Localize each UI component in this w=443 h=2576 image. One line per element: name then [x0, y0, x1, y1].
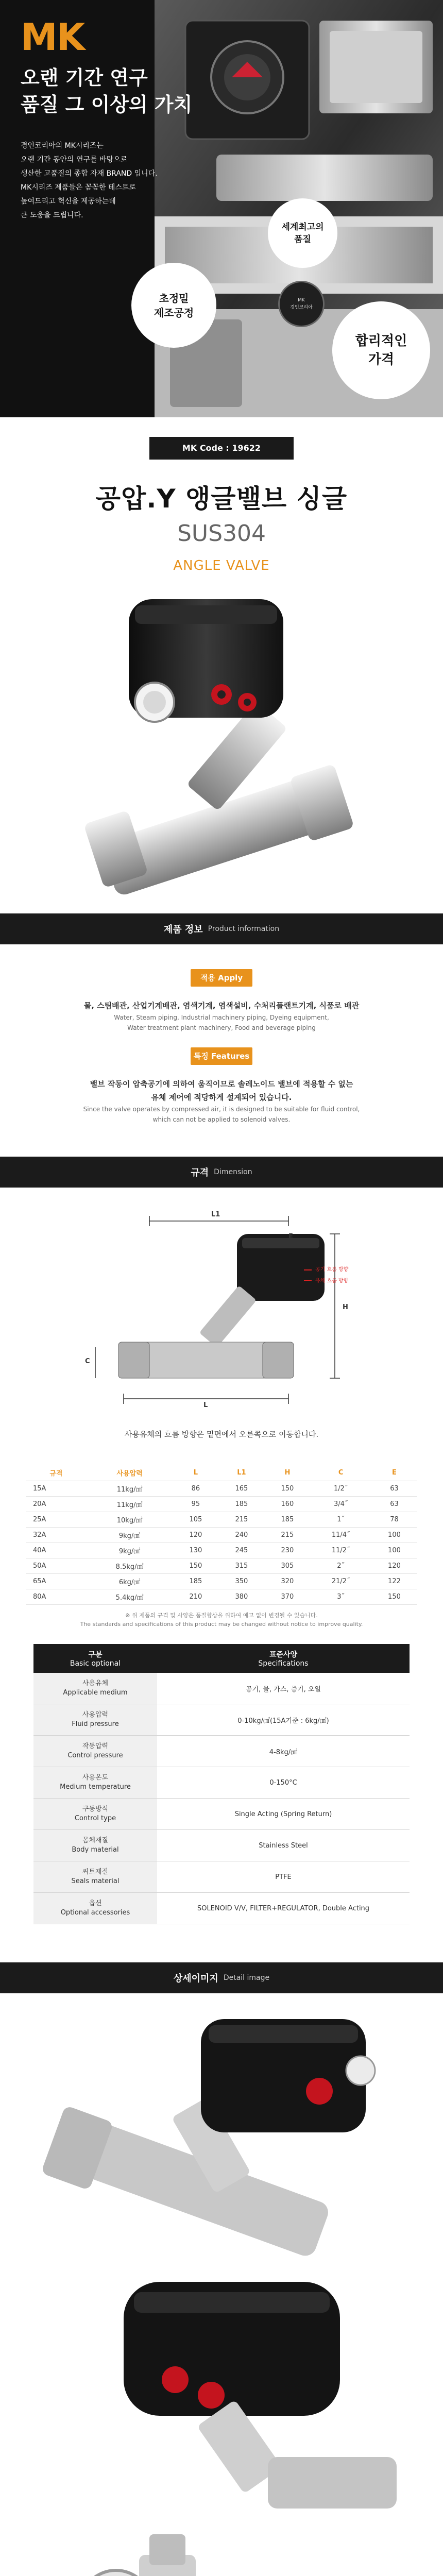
table-row — [26, 1574, 417, 1589]
hero-tagline-1: 오랜 기간 연구 — [21, 66, 148, 89]
section-title: 상세이미지 — [173, 1973, 218, 1984]
table-cell: 240 — [218, 1528, 264, 1543]
table-cell: 3/4˝ — [310, 1497, 371, 1512]
table-cell: 9kg/㎠ — [87, 1543, 173, 1558]
dim-label-E: E — [288, 1233, 293, 1241]
table-cell: 3˝ — [310, 1589, 371, 1605]
section-header-dimension — [0, 1157, 443, 1188]
table-cell: 245 — [218, 1543, 264, 1558]
option-label — [33, 1767, 157, 1799]
features-text-ko-2: 유체 제어에 적당하게 설계되어 있습니다. — [151, 1093, 292, 1102]
option-label-en: Applicable medium — [63, 1689, 128, 1697]
table-row — [26, 1512, 417, 1528]
quality-seal — [278, 281, 325, 327]
dimension-drawing — [0, 1188, 443, 1455]
section-title: 제품 정보 — [163, 924, 203, 935]
features-label: 특징 Features — [191, 1047, 252, 1065]
table-cell: 160 — [264, 1497, 310, 1512]
dimension-diagram — [0, 1188, 443, 1414]
table-cell: 100 — [371, 1528, 417, 1543]
table-cell: 350 — [218, 1574, 264, 1589]
table-cell: 40A — [26, 1543, 87, 1558]
product-main-image — [0, 573, 443, 913]
badge-text: 품질 — [294, 234, 311, 245]
table-cell: 100 — [371, 1543, 417, 1558]
fluid-flow-callout: 유체 흐름 방향 — [315, 1278, 349, 1284]
option-label — [33, 1736, 157, 1767]
option-label — [33, 1893, 157, 1924]
options-row — [33, 1893, 410, 1924]
table-row — [26, 1589, 417, 1605]
table-cell: 1˝ — [310, 1512, 371, 1528]
table-cell: 122 — [371, 1574, 417, 1589]
table-cell: 5.4kg/㎠ — [87, 1589, 173, 1605]
detail-image-3 — [0, 2519, 443, 2576]
dim-label-L: L — [203, 1401, 208, 1409]
hero-desc-line: 오랜 기간 동안의 연구를 바탕으로 — [21, 156, 128, 164]
badge-reasonable-price — [332, 301, 430, 399]
header-text: 표준사양 — [269, 1651, 298, 1659]
badge-text: 가격 — [368, 352, 395, 367]
table-note — [0, 1611, 443, 1629]
product-subtitle-en: ANGLE VALVE — [173, 558, 270, 573]
option-value: 4-8kg/㎠ — [157, 1736, 410, 1767]
product-title: 공압.Y 앵글밸브 싱글 — [95, 484, 348, 514]
options-row — [33, 1830, 410, 1861]
brand-logo: MK — [21, 15, 84, 59]
table-cell: 380 — [218, 1589, 264, 1605]
option-label-en: Medium temperature — [60, 1783, 131, 1791]
valve-side-view — [0, 1993, 443, 2272]
apply-text-en-1: Water, Steam piping, Industrial machinery piping, Dyeing equipment, — [114, 1014, 329, 1021]
table-cell: 9kg/㎠ — [87, 1528, 173, 1543]
table-cell: 32A — [26, 1528, 87, 1543]
options-header-right — [157, 1644, 410, 1673]
table-cell: 185 — [173, 1574, 218, 1589]
options-row — [33, 1799, 410, 1830]
section-header-detail — [0, 1962, 443, 1993]
option-label — [33, 1704, 157, 1736]
header-text: 구분 — [88, 1651, 103, 1659]
table-cell: 6kg/㎠ — [87, 1574, 173, 1589]
badge-precision-process — [131, 263, 216, 348]
seal-text: MK — [298, 298, 305, 303]
option-label-en: Control type — [74, 1815, 116, 1822]
table-header: 사용압력 — [87, 1465, 173, 1481]
table-cell: 315 — [218, 1558, 264, 1574]
table-cell: 130 — [173, 1543, 218, 1558]
table-header: C — [310, 1465, 371, 1481]
section-subtitle: Product information — [208, 925, 280, 933]
table-cell: 63 — [371, 1497, 417, 1512]
option-value: 공기, 물, 가스, 증기, 오일 — [157, 1673, 410, 1704]
table-cell: 185 — [218, 1497, 264, 1512]
table-cell: 120 — [371, 1558, 417, 1574]
options-table — [33, 1644, 410, 1924]
table-cell: 25A — [26, 1512, 87, 1528]
table-cell: 11/2˝ — [310, 1543, 371, 1558]
badge-text: 초정밀 — [159, 292, 189, 304]
table-cell: 8.5kg/㎠ — [87, 1558, 173, 1574]
option-value: Stainless Steel — [157, 1830, 410, 1861]
table-cell: 120 — [173, 1528, 218, 1543]
options-row — [33, 1704, 410, 1736]
table-cell: 11kg/㎠ — [87, 1481, 173, 1497]
section-header-info — [0, 913, 443, 944]
table-cell: 215 — [218, 1512, 264, 1528]
hero-banner — [0, 0, 443, 417]
table-row — [26, 1558, 417, 1574]
option-value: PTFE — [157, 1861, 410, 1893]
flow-direction-note: 사용유체의 흐름 방향은 밑면에서 오른쪽으로 이동합니다. — [124, 1430, 319, 1439]
features-text-en-1: Since the valve operates by compressed air, it is designed to be suitable for fluid control, — [83, 1106, 360, 1113]
options-table-body — [33, 1673, 410, 1924]
hero-desc-line: 높여드리고 혁신을 제공하는데 — [21, 197, 116, 206]
option-label-ko: 구동방식 — [82, 1805, 109, 1813]
hero-description — [21, 139, 175, 223]
option-label-en: Fluid pressure — [72, 1720, 119, 1728]
seal-text: 경인코리아 — [290, 305, 313, 310]
option-label-ko: 옵션 — [89, 1900, 102, 1907]
table-cell: 215 — [264, 1528, 310, 1543]
table-note-ko: ※ 위 제품의 규격 및 사양은 품질향상을 위하여 예고 없이 변경될 수 있습니다. — [125, 1612, 318, 1619]
table-header: L1 — [218, 1465, 264, 1481]
option-label-ko: 사용유체 — [82, 1680, 109, 1687]
table-cell: 305 — [264, 1558, 310, 1574]
badge-text: 세계최고의 — [281, 222, 324, 232]
hero-tagline-2: 품질 그 이상의 가치 — [21, 93, 193, 116]
dim-label-H: H — [343, 1303, 348, 1311]
table-cell: 2˝ — [310, 1558, 371, 1574]
option-value: SOLENOID V/V, FILTER+REGULATOR, Double Acting — [157, 1893, 410, 1924]
table-cell: 11kg/㎠ — [87, 1497, 173, 1512]
air-flow-callout: 공기 흐름 방향 — [315, 1267, 349, 1273]
table-cell: 65A — [26, 1574, 87, 1589]
table-header: 규격 — [26, 1465, 87, 1481]
table-cell: 185 — [264, 1512, 310, 1528]
option-label — [33, 1673, 157, 1704]
table-header: L — [173, 1465, 218, 1481]
option-label — [33, 1830, 157, 1861]
valve-with-accessories — [0, 2519, 443, 2576]
table-cell: 150 — [173, 1558, 218, 1574]
table-cell: 95 — [173, 1497, 218, 1512]
table-cell: 150 — [371, 1589, 417, 1605]
table-cell: 1/2˝ — [310, 1481, 371, 1497]
hero-desc-line: 생산한 고품질의 종합 자재 BRAND 입니다. — [21, 170, 158, 178]
option-value: 0-150°C — [157, 1767, 410, 1799]
hero-desc-line: MK시리즈 제품들은 꼼꼼한 테스트로 — [21, 183, 136, 192]
header-text: Specifications — [258, 1659, 309, 1668]
table-cell: 230 — [264, 1543, 310, 1558]
angle-valve-illustration — [0, 573, 443, 913]
apply-label: 적용 Apply — [191, 969, 252, 987]
badge-text: 제조공정 — [154, 306, 194, 319]
option-label-en: Seals material — [71, 1877, 120, 1885]
table-cell: 370 — [264, 1589, 310, 1605]
table-cell: 78 — [371, 1512, 417, 1528]
table-cell: 165 — [218, 1481, 264, 1497]
table-row — [26, 1481, 417, 1497]
table-header: H — [264, 1465, 310, 1481]
table-cell: 21/2˝ — [310, 1574, 371, 1589]
options-row — [33, 1767, 410, 1799]
options-row — [33, 1673, 410, 1704]
table-cell: 10kg/㎠ — [87, 1512, 173, 1528]
table-cell: 15A — [26, 1481, 87, 1497]
table-cell: 20A — [26, 1497, 87, 1512]
section-subtitle: Detail image — [223, 1974, 270, 1982]
badge-world-quality — [268, 198, 337, 268]
features-text-en-2: which can not be applied to solenoid valves. — [152, 1116, 291, 1123]
table-cell: 210 — [173, 1589, 218, 1605]
hero-desc-line: 큰 도움을 드립니다. — [21, 211, 83, 219]
options-row — [33, 1861, 410, 1893]
table-row — [26, 1528, 417, 1543]
hero-desc-line: 경인코리아의 MK시리즈는 — [21, 142, 104, 150]
option-label — [33, 1861, 157, 1893]
header-text: Basic optional — [70, 1659, 121, 1668]
table-cell: 80A — [26, 1589, 87, 1605]
table-cell: 50A — [26, 1558, 87, 1574]
option-label-ko: 사용온도 — [82, 1774, 109, 1782]
table-header: E — [371, 1465, 417, 1481]
table-note-en: The standards and specifications of this product may be changed without notice to improve quality. — [80, 1621, 363, 1628]
table-cell: 63 — [371, 1481, 417, 1497]
apply-text-ko: 물, 스팀배관, 산업기계배관, 염색기계, 염색설비, 수처리플랜트기계, 식품로 배관 — [83, 1001, 360, 1010]
options-header-left — [33, 1644, 157, 1673]
table-row — [26, 1543, 417, 1558]
valve-top-view — [0, 2272, 443, 2519]
option-label-ko: 몸체재질 — [82, 1837, 109, 1844]
table-cell: 320 — [264, 1574, 310, 1589]
table-cell: 11/4˝ — [310, 1528, 371, 1543]
section-subtitle: Dimension — [214, 1168, 252, 1176]
option-label-en: Control pressure — [67, 1752, 123, 1759]
options-header-row — [33, 1644, 410, 1673]
option-label-ko: 사용압력 — [82, 1711, 109, 1719]
product-material: SUS304 — [177, 520, 266, 547]
table-header-row — [26, 1465, 417, 1481]
badge-text: 합리적인 — [355, 333, 407, 349]
option-value: Single Acting (Spring Return) — [157, 1799, 410, 1830]
option-label-en: Optional accessories — [60, 1909, 130, 1917]
option-label-en: Body material — [72, 1846, 119, 1854]
section-title: 규격 — [191, 1167, 209, 1178]
features-text-ko-1: 밸브 작동이 압축공기에 의하여 움직이므로 솔레노이드 밸브에 적용할 수 없는 — [90, 1079, 353, 1089]
table-cell: 105 — [173, 1512, 218, 1528]
detail-image-2 — [0, 2272, 443, 2519]
detail-image-1 — [0, 1993, 443, 2272]
option-value: 0-10kg/㎠(15A기준 : 6kg/㎠) — [157, 1704, 410, 1736]
dim-label-L1: L1 — [211, 1211, 220, 1218]
table-row — [26, 1497, 417, 1512]
product-code-badge: MK Code : 19622 — [149, 437, 294, 460]
table-cell: 86 — [173, 1481, 218, 1497]
options-row — [33, 1736, 410, 1767]
dim-label-C: C — [85, 1358, 90, 1365]
apply-text-en-2: Water treatment plant machinery, Food and beverage piping — [127, 1024, 316, 1031]
table-cell: 150 — [264, 1481, 310, 1497]
option-label-ko: 작동압력 — [82, 1742, 109, 1750]
dimension-table-body — [26, 1481, 417, 1605]
option-label-ko: 씨트재질 — [82, 1868, 109, 1876]
option-label — [33, 1799, 157, 1830]
dimension-table — [26, 1465, 417, 1605]
